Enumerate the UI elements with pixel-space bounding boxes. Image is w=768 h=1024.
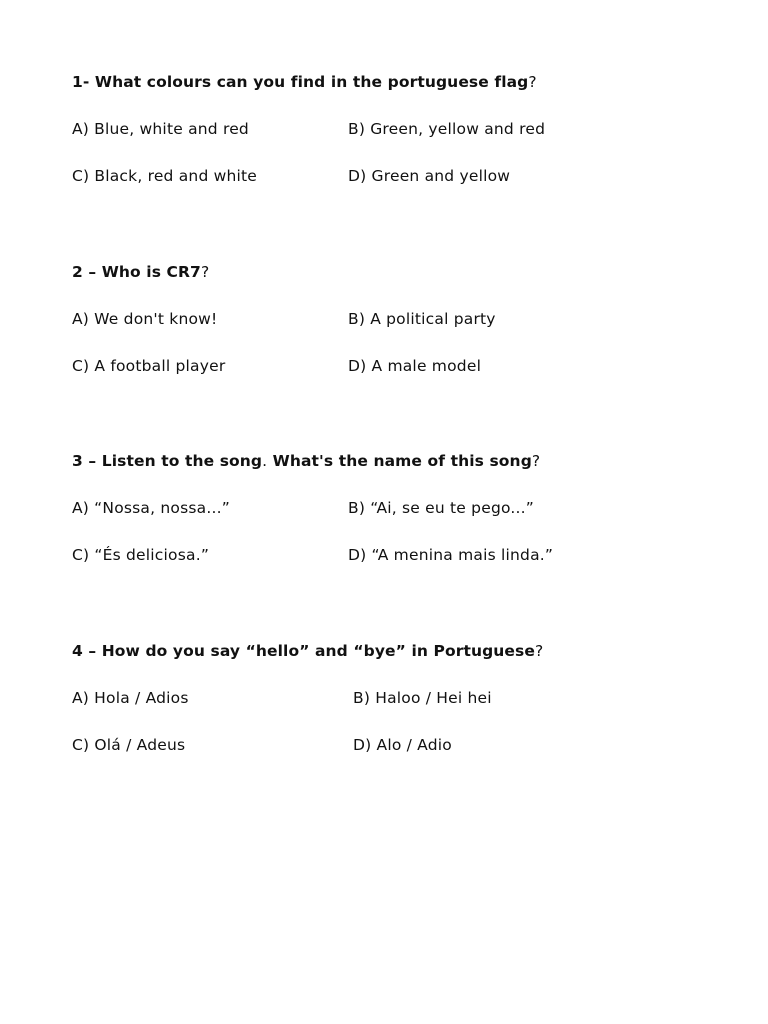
question-2-option-b: B) A political party — [348, 310, 496, 328]
question-3-title-part2: What's the name of this song — [267, 452, 532, 470]
question-3-option-a: A) “Nossa, nossa...” — [72, 499, 230, 517]
question-2-option-a: A) We don't know! — [72, 310, 218, 328]
question-3-title-separator: . — [262, 452, 268, 470]
question-1-title-text: 1- What colours can you find in the portuguese flag — [72, 73, 529, 91]
question-1-option-b: B) Green, yellow and red — [348, 120, 546, 138]
question-3-option-b: B) “Ai, se eu te pego...” — [348, 499, 535, 517]
question-2-option-d: D) A male model — [348, 357, 482, 375]
question-3-option-c: C) “És deliciosa.” — [72, 546, 210, 564]
question-3-title-part1: 3 – Listen to the song — [72, 452, 263, 470]
question-4-option-a: A) Hola / Adios — [72, 689, 189, 707]
question-3-mark: ? — [531, 452, 541, 470]
question-1-option-c: C) Black, red and white — [72, 167, 258, 185]
question-4-option-c: C) Olá / Adeus — [72, 736, 186, 754]
question-4-title — [72, 642, 543, 660]
question-4-mark: ? — [534, 642, 544, 660]
question-4-title-text: 4 – How do you say “hello” and “bye” in Portuguese — [72, 642, 535, 660]
question-2-title — [72, 263, 209, 281]
question-4-option-b: B) Haloo / Hei hei — [353, 689, 492, 707]
question-1-option-a: A) Blue, white and red — [72, 120, 249, 138]
question-4-option-d: D) Alo / Adio — [353, 736, 452, 754]
question-3-option-d: D) “A menina mais linda.” — [348, 546, 554, 564]
question-3-title — [72, 452, 540, 470]
question-2-option-c: C) A football player — [72, 357, 226, 375]
question-1-title — [72, 73, 537, 91]
question-1-mark: ? — [528, 73, 537, 91]
question-2-title-text: 2 – Who is CR7 — [72, 263, 201, 281]
question-1-option-d: D) Green and yellow — [348, 167, 511, 185]
question-2-mark: ? — [200, 263, 210, 281]
